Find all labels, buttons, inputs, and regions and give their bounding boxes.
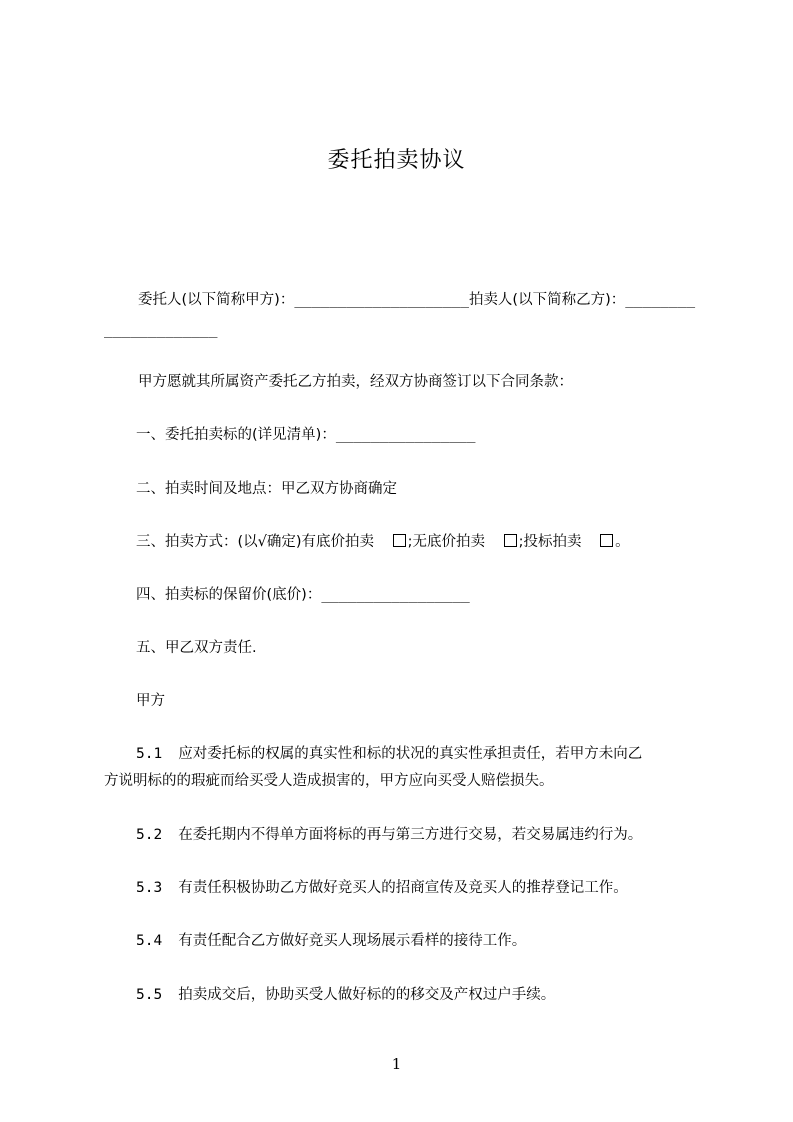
item-number: 5.4 [136,933,163,949]
item-number: 5.5 [136,987,163,1003]
item-5-5 [136,985,555,1005]
item-text: 有责任积极协助乙方做好竞买人的招商宣传及竞买人的推荐登记工作。 [178,880,628,896]
item-text: 有责任配合乙方做好竞买人现场展示看样的接待工作。 [178,933,527,949]
clause-3-label: 三、拍卖方式：(以√确定)有底价拍卖 [136,534,375,550]
item-text: 应对委托标的权属的真实性和标的状况的真实性承担责任，若甲方未向乙 [178,746,643,762]
clause-4-label: 四、拍卖标的保留价(底价)： [136,587,322,603]
clause-3-option-3: ;投标拍卖 [518,534,582,550]
auctioneer-blank[interactable]: ________ [625,292,696,308]
checkbox-tender[interactable] [600,534,613,547]
clause-3 [136,532,630,552]
clause-4 [136,585,470,605]
clause-1 [136,425,476,445]
clause-1-blank[interactable]: ________________ [335,427,476,443]
document-title: 委托拍卖协议 [327,148,466,173]
clause-1-label: 一、委托拍卖标的(详见清单)： [136,427,336,443]
clause-3-option-2: ;无底价拍卖 [407,534,486,550]
item-text: 在委托期内不得单方面将标的再与第三方进行交易，若交易属违约行为。 [178,827,643,843]
clause-2: 二、拍卖时间及地点：甲乙双方协商确定 [136,481,397,497]
intro-paragraph: 甲方愿就其所属资产委托乙方拍卖，经双方协商签订以下合同条款： [138,374,573,390]
party-a-heading: 甲方 [136,693,165,709]
item-5-2 [136,825,642,845]
item-text: 拍卖成交后，协助买受人做好标的的移交及产权过户手续。 [178,987,556,1003]
item-number: 5.1 [136,746,163,762]
clause-3-end: 。 [615,534,630,550]
item-number: 5.2 [136,827,163,843]
auctioneer-label: 拍卖人(以下简称乙方)： [468,292,626,308]
item-5-1-continued: 方说明标的的瑕疵而给买受人造成损害的，甲方应向买受人赔偿损失。 [104,773,554,789]
clause-5: 五、甲乙双方责任. [136,640,257,656]
item-5-1 [136,744,642,764]
page-number: 1 [391,1055,402,1073]
checkbox-reserve-price[interactable] [393,534,406,547]
item-5-3 [136,878,628,898]
auctioneer-blank-continued[interactable]: _____________ [104,322,218,338]
client-label: 委托人(以下简称甲方)： [138,292,295,308]
clause-4-blank[interactable]: _________________ [321,587,470,603]
parties-line [138,290,695,310]
item-5-4 [136,931,526,951]
parties-continuation [104,320,218,340]
item-number: 5.3 [136,880,163,896]
client-blank[interactable]: ____________________ [294,292,469,308]
checkbox-no-reserve[interactable] [504,534,517,547]
